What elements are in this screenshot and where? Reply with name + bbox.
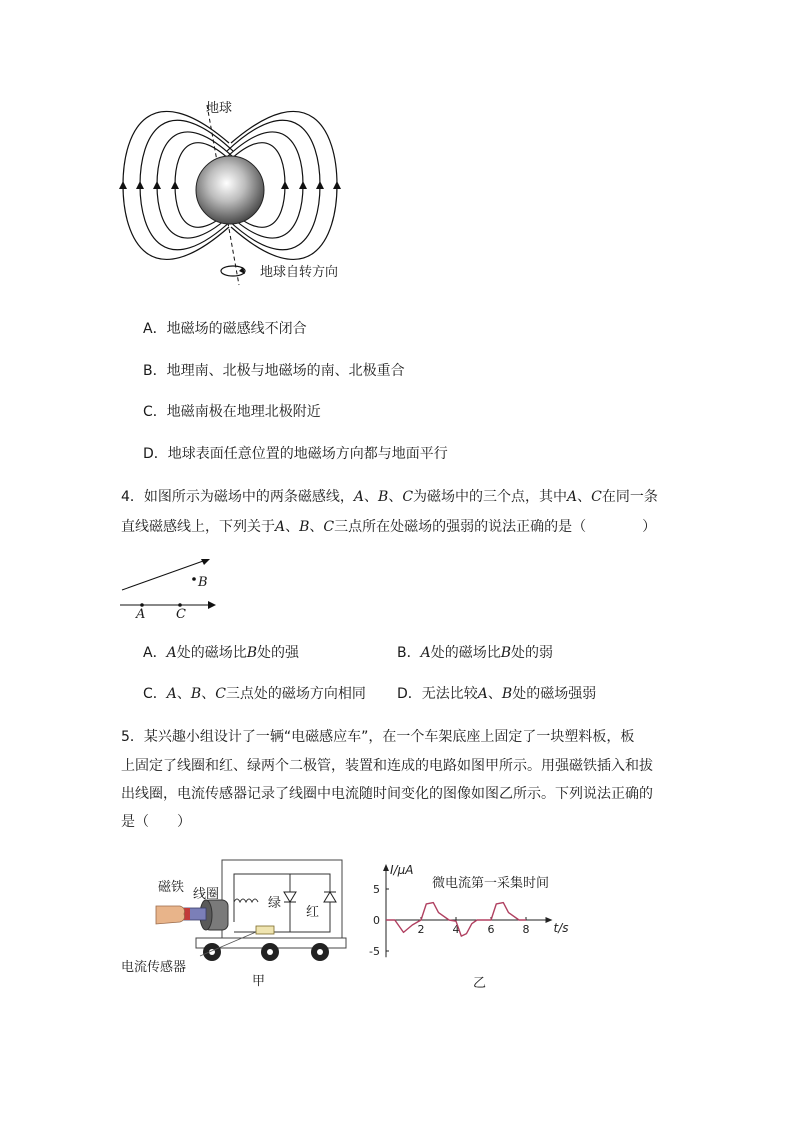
upper-field-line [122,560,206,590]
q4-stem-line-1: 4．如图所示为磁场中的两条磁感线，A、B、C为磁场中的三个点，其中A、C在同一条 [121,489,658,505]
y-tick-label: -5 [369,945,380,958]
figure-jia-caption: 甲 [252,974,266,989]
green-diode-label: 绿 [268,896,282,911]
magnet-label: 磁铁 [158,880,185,895]
q5-stem-line-3: 出线圈，电流传感器记录了线圈中电流随时间变化的图像如图乙所示。下列说法正确的 [121,786,653,802]
hand-icon [156,906,185,924]
x-tick-label: 4 [452,923,460,936]
point-c-label: C [176,607,186,622]
induction-car-figure [150,852,350,967]
point-b-label: B [198,575,208,590]
q4-option-d: D．无法比较A、B处的磁场强弱 [397,686,597,702]
x-tick-label: 8 [522,923,530,936]
y-tick-label: 0 [373,914,380,927]
field-lines-abc-figure [118,555,228,625]
q3-option-d: D．地球表面任意位置的地磁场方向都与地面平行 [143,446,448,462]
q4-stem-line-2: 直线磁感线上，下列关于A、B、C三点所在处磁场的强弱的说法正确的是（ ） [121,519,657,535]
y-axis-label: I/μA [390,863,414,877]
y-tick-label: 5 [373,883,380,896]
point-b-dot [192,577,196,581]
q3-option-b: B．地理南、北极与地磁场的南、北极重合 [143,363,405,379]
q5-stem-line-2: 上固定了线圈和红、绿两个二极管，装置和连成的电路如图甲所示。用强磁铁插入和拔 [121,758,653,774]
q5-stem-line-1: 5．某兴趣小组设计了一辆“电磁感应车”，在一个车架底座上固定了一块塑料板，板 [121,729,635,745]
x-tick-label: 6 [487,923,495,936]
upper-field-arrow [201,559,210,565]
x-tick-label: 2 [417,923,425,936]
q3-option-c: C．地磁南极在地理北极附近 [143,404,321,420]
figure-yi-caption: 乙 [473,976,487,991]
coil-label: 线圈 [193,887,220,902]
rotation-direction-label: 地球自转方向 [260,265,339,280]
x-axis-label: t/s [553,921,569,935]
current-sensor-label: 电流传感器 [121,960,187,975]
earth-label: 地球 [206,101,233,116]
plastic-board [222,860,342,940]
q4-option-a: A．A处的磁场比B处的强 [143,645,299,661]
earth-sphere [196,156,264,224]
y-axis-arrow [383,864,389,871]
q3-option-a: A．地磁场的磁感线不闭合 [143,321,307,337]
red-diode-label: 红 [306,905,320,920]
q4-option-b: B．A处的磁场比B处的弱 [397,645,554,661]
current-sensor-icon [256,926,274,934]
x-axis-arrow [546,917,553,923]
q4-option-c: C．A、B、C三点处的磁场方向相同 [143,686,366,702]
lower-field-arrow [208,601,216,609]
point-a-label: A [136,607,146,622]
chart-title: 微电流第一采集时间 [432,876,550,891]
q5-stem-line-4: 是（ ） [121,814,191,830]
